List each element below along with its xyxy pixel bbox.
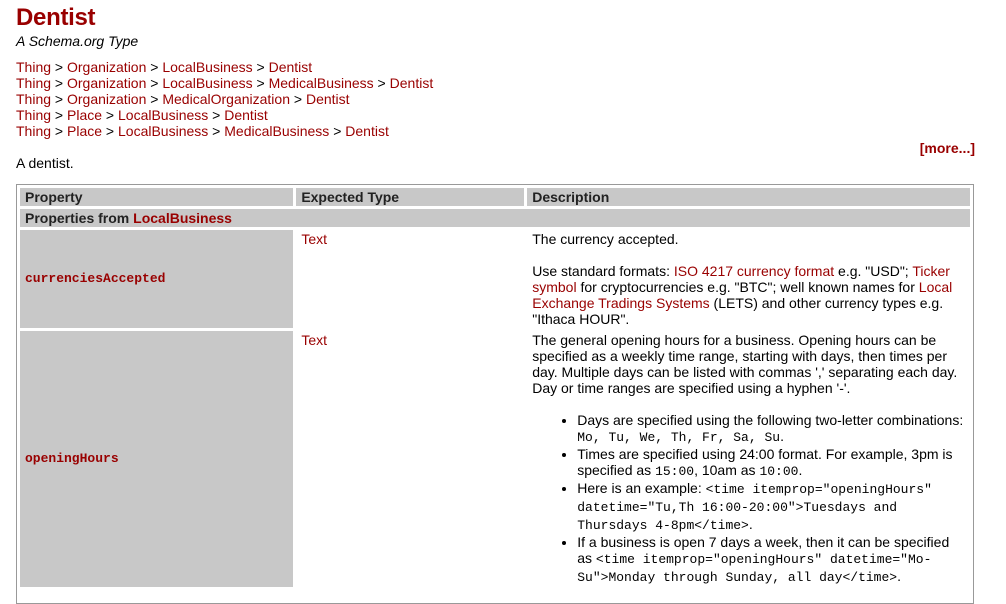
breadcrumb-link-dentist[interactable]: Dentist	[345, 123, 389, 139]
breadcrumb-separator: >	[51, 59, 67, 75]
breadcrumb-separator: >	[146, 59, 163, 75]
code-span: <time itemprop="openingHours" datetime="Mo-Su">Monday through Sunday, all day</time>	[577, 552, 932, 585]
breadcrumb-link-thing[interactable]: Thing	[16, 75, 52, 91]
more-link[interactable]: [more...]	[919, 140, 975, 156]
list-item	[577, 534, 965, 586]
breadcrumb-link-localbusiness[interactable]: LocalBusiness	[118, 123, 209, 139]
breadcrumb-link-dentist[interactable]: Dentist	[305, 91, 350, 107]
breadcrumb-link-dentist[interactable]: Dentist	[224, 107, 268, 123]
breadcrumb-link-place[interactable]: Place	[67, 123, 103, 139]
breadcrumb-separator: >	[373, 75, 390, 91]
breadcrumb-separator: >	[208, 107, 225, 123]
breadcrumb-link-thing[interactable]: Thing	[16, 123, 52, 139]
header-expected-type: Expected Type	[296, 188, 524, 206]
breadcrumb-separator: >	[51, 75, 67, 91]
text-span: (LETS) and other currency types e.g. "Ithaca HOUR".	[532, 295, 944, 327]
text-span: If a business is open 7 days a week, then it can be specified as	[577, 534, 950, 566]
code-span: Mo, Tu, We, Th, Fr, Sa, Su	[577, 430, 781, 445]
breadcrumb-separator: >	[289, 91, 306, 107]
breadcrumb	[16, 107, 433, 123]
breadcrumb	[16, 75, 433, 91]
ticker-symbol-link[interactable]: Ticker symbol	[532, 263, 950, 295]
text-span: Times are specified using 24:00 format. For example, 3pm is specified as	[577, 446, 953, 478]
breadcrumb-separator: >	[146, 91, 163, 107]
text-span: Days are specified using the following two-letter combinations:	[577, 412, 964, 428]
page-subtitle: A Schema.org Type	[16, 33, 139, 49]
type-link-text[interactable]: Text	[301, 231, 327, 247]
description-paragraph	[532, 263, 965, 327]
section-header	[20, 209, 970, 227]
section-prefix: Properties from	[25, 210, 134, 226]
breadcrumb-link-localbusiness[interactable]: LocalBusiness	[162, 59, 253, 75]
breadcrumb-link-medicalbusiness[interactable]: MedicalBusiness	[224, 123, 330, 139]
header-description: Description	[527, 188, 970, 206]
list-item	[577, 412, 965, 446]
header-property: Property	[20, 188, 293, 206]
breadcrumb	[16, 59, 433, 75]
breadcrumb-link-organization[interactable]: Organization	[67, 75, 147, 91]
text-span: , 10am as	[694, 462, 760, 478]
section-link-localbusiness[interactable]: LocalBusiness	[133, 210, 232, 226]
text-span: .	[748, 516, 753, 532]
breadcrumb-link-thing[interactable]: Thing	[16, 59, 52, 75]
expected-type-cell	[296, 230, 524, 328]
breadcrumb-separator: >	[102, 123, 118, 139]
breadcrumb-link-medicalorganization[interactable]: MedicalOrganization	[162, 91, 290, 107]
breadcrumb-link-place[interactable]: Place	[67, 107, 103, 123]
breadcrumb-link-localbusiness[interactable]: LocalBusiness	[162, 75, 253, 91]
code-span: <time itemprop="openingHours" datetime="Tu,Th 16:00-20:00">Tuesdays and Thursdays 4-8pm</time>	[577, 482, 932, 533]
text-span: Here is an example:	[577, 480, 706, 496]
text-span: for cryptocurrencies e.g. "BTC"; well known names for	[576, 279, 919, 295]
text-span: .	[798, 462, 803, 478]
breadcrumb-separator: >	[252, 59, 269, 75]
description-paragraph: The currency accepted.	[532, 231, 679, 247]
breadcrumb-link-thing[interactable]: Thing	[16, 107, 52, 123]
expected-type-cell	[296, 331, 524, 587]
text-span: .	[897, 568, 901, 584]
breadcrumb-link-dentist[interactable]: Dentist	[389, 75, 434, 91]
lets-link[interactable]: Local Exchange Tradings Systems	[532, 279, 953, 311]
breadcrumb-link-organization[interactable]: Organization	[67, 91, 147, 107]
text-span: Use standard formats:	[532, 263, 674, 279]
breadcrumb-link-localbusiness[interactable]: LocalBusiness	[118, 107, 209, 123]
description-cell	[527, 331, 970, 587]
breadcrumb-separator: >	[102, 107, 118, 123]
code-span: 10:00	[759, 464, 799, 479]
list-item	[577, 446, 965, 480]
breadcrumb	[16, 91, 433, 107]
breadcrumb-separator: >	[146, 75, 163, 91]
description-paragraph: The general opening hours for a business. Opening hours can be specified as a weekly time range, starting with days, then times per day. Multiple days can be listed with commas ',' separating each day. Day or time ranges are specified using a hyphen '-'.	[532, 332, 958, 396]
text-span: e.g. "USD";	[834, 263, 913, 279]
property-link-openinghours[interactable]: openingHours	[25, 451, 119, 466]
properties-table-container	[16, 184, 974, 604]
breadcrumb-separator: >	[51, 91, 67, 107]
section-header-row	[20, 209, 970, 227]
iso4217-link[interactable]: ISO 4217 currency format	[673, 263, 835, 279]
breadcrumb-list	[16, 59, 433, 139]
breadcrumb-separator: >	[252, 75, 269, 91]
breadcrumb-separator: >	[51, 123, 67, 139]
description-cell	[527, 230, 970, 328]
breadcrumb	[16, 123, 433, 139]
breadcrumb-link-thing[interactable]: Thing	[16, 91, 52, 107]
breadcrumb-link-medicalbusiness[interactable]: MedicalBusiness	[268, 75, 374, 91]
table-header-row	[20, 188, 970, 206]
breadcrumb-separator: >	[208, 123, 225, 139]
text-span: .	[780, 428, 784, 444]
property-name-openinghours	[20, 331, 293, 587]
property-name-currenciesaccepted	[20, 230, 293, 328]
properties-table	[17, 185, 973, 590]
breadcrumb-link-dentist[interactable]: Dentist	[268, 59, 313, 75]
breadcrumb-separator: >	[51, 107, 67, 123]
description-list	[532, 412, 965, 586]
list-item	[577, 480, 965, 534]
table-row	[20, 230, 970, 328]
type-link-text[interactable]: Text	[301, 332, 327, 348]
type-description: A dentist.	[16, 155, 74, 171]
table-row	[20, 331, 970, 587]
property-link-currenciesaccepted[interactable]: currenciesAccepted	[25, 271, 166, 286]
breadcrumb-separator: >	[329, 123, 346, 139]
code-span: 15:00	[655, 464, 695, 479]
breadcrumb-link-organization[interactable]: Organization	[67, 59, 147, 75]
page-title: Dentist	[16, 4, 96, 31]
